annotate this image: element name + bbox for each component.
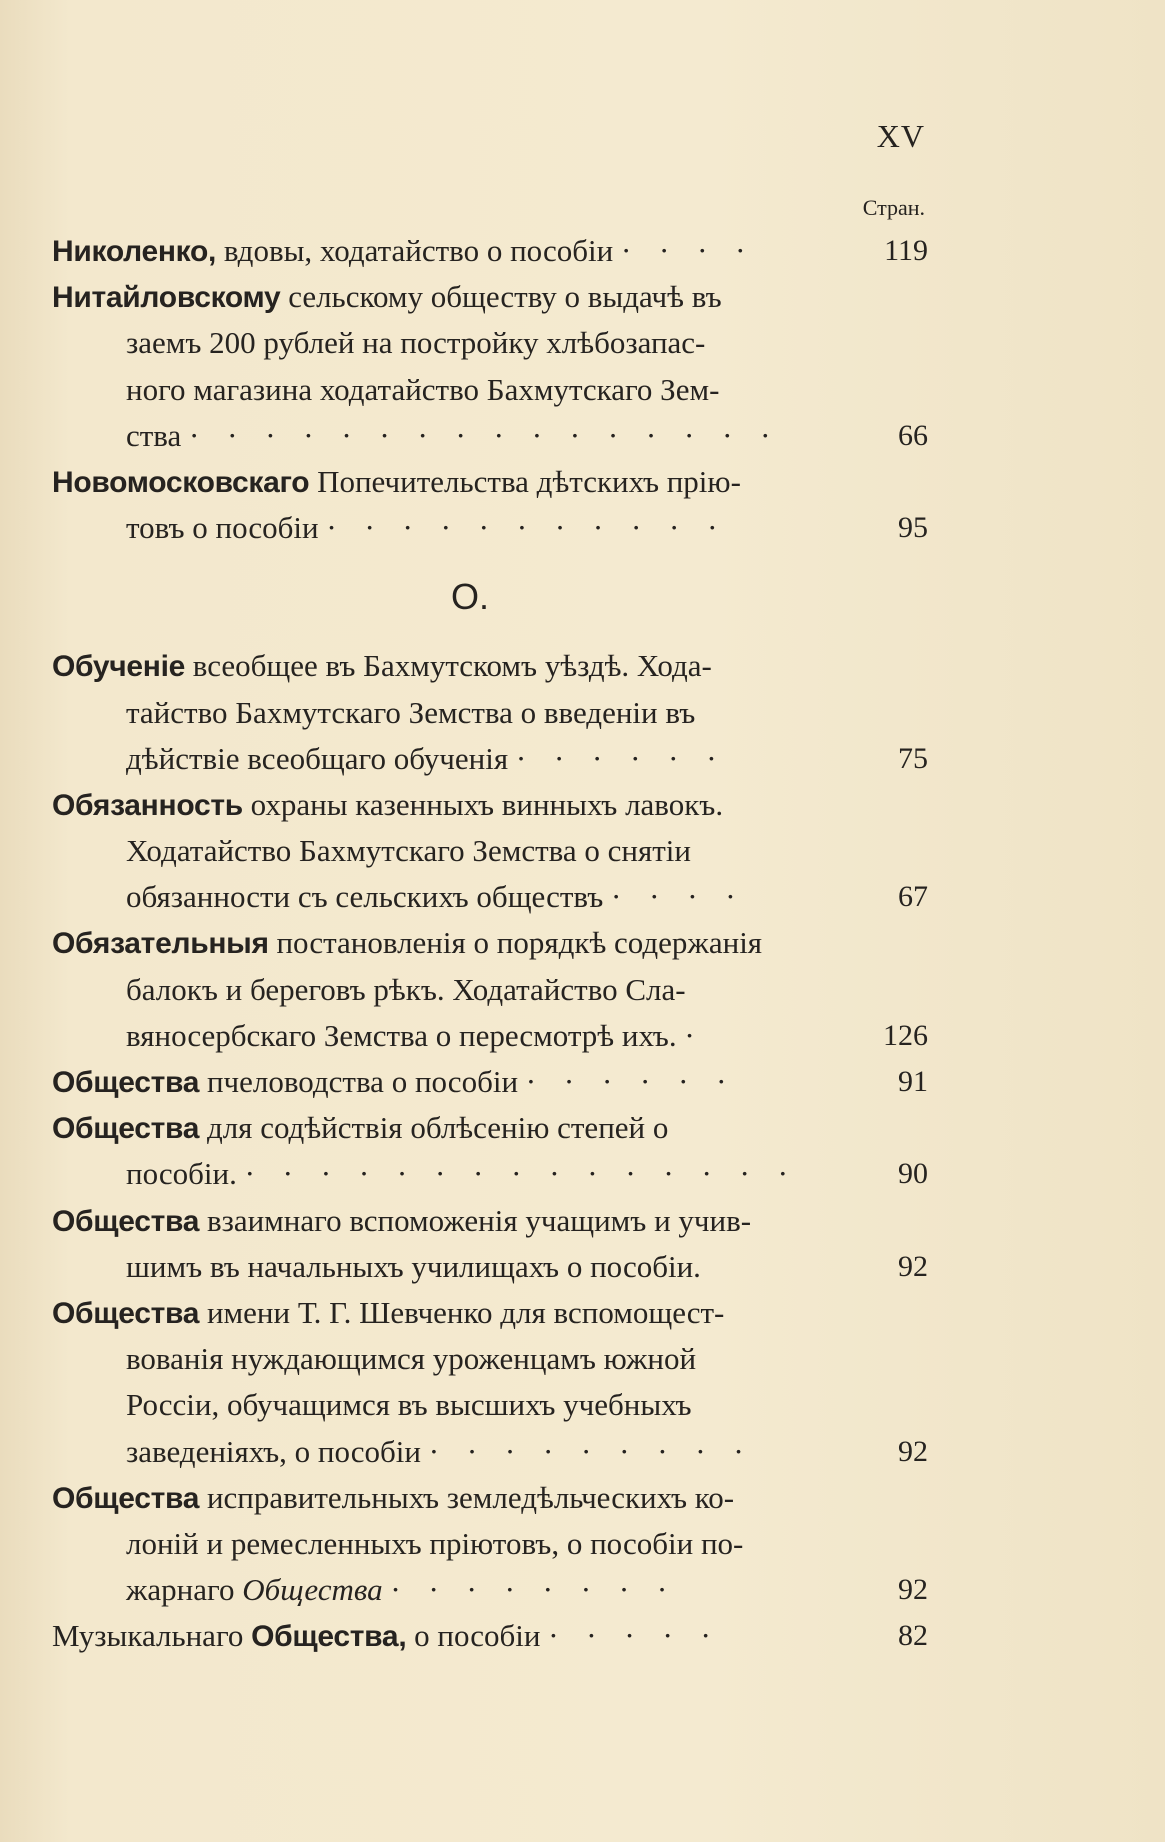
entry-page-number: 67 xyxy=(898,880,928,914)
index-entry-continuation xyxy=(52,1336,928,1382)
entry-text: о пособіи xyxy=(414,1618,541,1654)
index-entry-continuation xyxy=(52,736,928,782)
entry-keyword: Общества xyxy=(52,1481,200,1515)
dot-leader: · · · · · · · · · · · · · · · xyxy=(244,1156,798,1192)
index-entry-continuation xyxy=(52,413,928,459)
entry-keyword: Обязанность xyxy=(52,788,243,822)
entry-text: тайство Бахмутскаго Земства о введеніи въ xyxy=(126,694,696,730)
entry-page-number: 82 xyxy=(898,1619,928,1653)
entry-text: балокъ и береговъ рѣкъ. Ходатайство Сла- xyxy=(126,971,686,1007)
dot-leader: · · · · · · xyxy=(525,1064,737,1099)
entry-prefix-text: Музыкальнаго xyxy=(52,1618,244,1654)
entry-text: товъ о пособіи xyxy=(126,510,319,546)
entry-keyword: Обученіе xyxy=(52,650,185,684)
dot-leader: · · · · · xyxy=(548,1618,721,1654)
index-entry-line xyxy=(52,274,928,320)
entry-keyword: Общества, xyxy=(251,1620,407,1654)
entry-keyword: Общества xyxy=(52,1204,200,1238)
entry-page-number: 92 xyxy=(898,1573,928,1607)
index-entry-continuation xyxy=(52,1244,928,1290)
entry-page-number: 75 xyxy=(898,741,928,775)
entry-keyword: Новомосковскаго xyxy=(52,465,310,499)
entry-text: вдовы, ходатайство о пособіи xyxy=(223,233,614,268)
index-entry-continuation xyxy=(52,690,928,736)
entry-text: имени Т. Г. Шевченко для вспомощест- xyxy=(206,1294,725,1330)
index-entry-continuation xyxy=(52,505,928,551)
entry-text: ного магазина ходатайство Бахмутскаго Зем- xyxy=(126,371,720,407)
dot-leader: · xyxy=(684,1017,705,1053)
index-entry-continuation xyxy=(52,320,928,366)
dot-leader: · · · · · · · · · xyxy=(428,1433,754,1469)
index-entry-continuation xyxy=(52,1151,928,1197)
entry-text: лоній и ремесленныхъ пріютовъ, о пособіи по- xyxy=(126,1525,744,1561)
index-entry-line xyxy=(52,782,928,828)
dot-leader: · · · · · · · · · · · · · · · · xyxy=(189,417,781,453)
entry-text: заемъ 200 рублей на постройку хлѣбозапас- xyxy=(126,325,706,361)
entry-text: обязанности съ сельскихъ обществъ xyxy=(126,879,604,915)
entry-text: пчеловодства о пособіи xyxy=(206,1064,519,1099)
entry-keyword: Общества xyxy=(52,1296,200,1330)
entry-text: охраны казенныхъ винныхъ лавокъ. xyxy=(250,786,724,822)
dot-leader: · · · · xyxy=(611,879,746,915)
entry-italic-text: Общества xyxy=(242,1572,383,1608)
entry-keyword: Николенко, xyxy=(52,235,217,268)
page-number: XV xyxy=(876,118,925,154)
index-entry-line xyxy=(52,459,928,505)
entry-text: Ходатайство Бахмутскаго Земства о снятіи xyxy=(126,833,691,869)
dot-leader: · · · · xyxy=(620,233,756,268)
entry-keyword: Обязательныя xyxy=(52,927,269,961)
entry-page-number: 92 xyxy=(898,1249,928,1283)
entry-page-number: 66 xyxy=(898,418,928,452)
entry-page-number: 95 xyxy=(898,511,928,545)
entry-text: вяносербскаго Земства о пересмотрѣ ихъ. xyxy=(126,1017,677,1053)
section-letter: О. xyxy=(450,576,489,618)
entry-text: заведеніяхъ, о пособіи xyxy=(126,1433,421,1469)
entry-page-number: 91 xyxy=(898,1065,928,1098)
index-entry-line xyxy=(52,1475,928,1521)
index-entry-continuation xyxy=(52,1567,928,1613)
entry-text: Попечительства дѣтскихъ прію- xyxy=(317,463,741,499)
entry-text: дѣйствіе всеобщаго обученія xyxy=(126,740,509,776)
index-entry-continuation xyxy=(52,967,928,1013)
entry-page-number: 126 xyxy=(883,1018,928,1052)
entry-text: жарнаго xyxy=(126,1572,235,1608)
entry-page-number: 92 xyxy=(898,1434,928,1468)
index-entry-continuation xyxy=(52,1382,928,1428)
index-entry-line xyxy=(52,643,928,689)
entry-text: ства xyxy=(126,417,182,453)
index-entry-line xyxy=(52,1059,928,1105)
entry-text: шимъ въ начальныхъ училищахъ о пособіи. xyxy=(126,1248,701,1284)
index-entry-line xyxy=(52,1198,928,1244)
entry-keyword: Общества xyxy=(52,1112,200,1146)
index-entry-line xyxy=(52,1290,928,1336)
index-entry-line xyxy=(52,1613,928,1659)
entry-text: пособіи. xyxy=(126,1156,237,1192)
entry-text: сельскому обществу о выдачѣ въ xyxy=(288,279,722,315)
entry-page-number: 90 xyxy=(898,1157,928,1191)
entry-page-number: 119 xyxy=(884,234,928,267)
index-entry-continuation xyxy=(52,1013,928,1059)
entry-keyword: Общества xyxy=(52,1066,200,1099)
index-entry-continuation xyxy=(52,367,928,413)
entry-text: вованія нуждающимся уроженцамъ южной xyxy=(126,1341,697,1377)
dot-leader: · · · · · · xyxy=(515,740,727,776)
index-entry-continuation xyxy=(52,1429,928,1475)
entry-text: взаимнаго вспоможенія учащимъ и учив- xyxy=(206,1202,752,1238)
dot-leader: · · · · · · · · · · · xyxy=(326,510,728,546)
dot-leader: · · · · · · · · xyxy=(390,1572,678,1608)
entry-text: исправительныхъ земледѣльческихъ ко- xyxy=(206,1479,735,1515)
index-entry-continuation xyxy=(52,1521,928,1567)
entry-text: постановленія о порядкѣ содержанія xyxy=(276,925,763,961)
index-entry-line xyxy=(52,1105,928,1151)
page-column-label: Стран. xyxy=(862,195,925,220)
entry-text: Россіи, обучащимся въ высшихъ учебныхъ xyxy=(126,1387,692,1423)
index-entry-continuation xyxy=(52,828,928,874)
index-entry-line xyxy=(52,228,928,274)
index-entry-line xyxy=(52,920,928,966)
index-entry-continuation xyxy=(52,874,928,920)
entry-text: всеобщее въ Бахмутскомъ уѣздѣ. Хода- xyxy=(192,648,712,684)
entry-text: для содѣйствія облѣсенію степей о xyxy=(206,1110,669,1146)
index-list xyxy=(52,228,928,1659)
entry-keyword: Нитайловскому xyxy=(52,281,281,315)
